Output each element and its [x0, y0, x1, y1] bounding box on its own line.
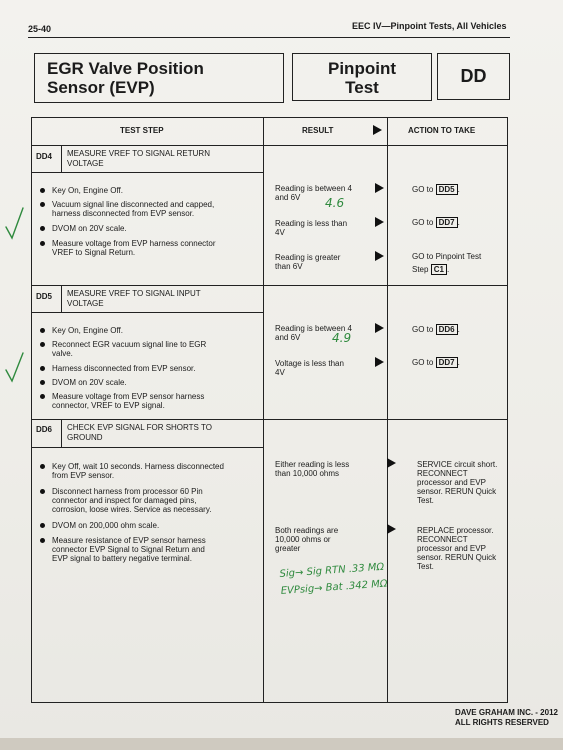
step-item: [40, 239, 216, 257]
test-type-box: [292, 53, 432, 101]
action-line: sensor. RERUN Quick: [417, 487, 497, 496]
section-divider: [32, 419, 507, 420]
result-text: [275, 253, 340, 271]
step-text: Key On, Engine Off.: [52, 326, 124, 335]
action-prefix: GO to: [412, 358, 434, 367]
action-prefix: GO to: [412, 218, 434, 227]
step-item: [40, 200, 214, 218]
caption-divider: [32, 172, 263, 173]
step-text: DVOM on 20V scale.: [52, 378, 127, 387]
action-text: [412, 357, 460, 368]
action-suffix: .: [457, 325, 460, 334]
result-line: greater: [275, 544, 301, 553]
result-line: than 10,000 ohms: [275, 469, 340, 478]
step-caption-dd4: [67, 149, 210, 169]
test-type-line-2: Test: [345, 78, 379, 97]
header-divider: [32, 145, 507, 146]
step-text: Vacuum signal line disconnected and capped,: [52, 200, 215, 209]
handwritten-check-icon: [4, 350, 26, 384]
step-text: Measure resistance of EVP sensor harness: [52, 536, 206, 545]
action-suffix: .: [457, 185, 460, 194]
action-line: sensor. RERUN Quick: [417, 553, 497, 562]
action-line: Test.: [417, 562, 434, 571]
step-text: harness disconnected from EVP sensor.: [52, 209, 195, 218]
arrow-icon: [375, 217, 384, 227]
action-prefix: GO to Pinpoint Test: [412, 252, 482, 261]
action-line: processor and EVP: [417, 544, 486, 553]
action-line: processor and EVP: [417, 478, 486, 487]
result-line: Reading is greater: [275, 253, 341, 262]
action-text: [412, 217, 460, 228]
action-text: [412, 324, 460, 335]
section-divider: [32, 285, 507, 286]
caption-line: GROUND: [67, 433, 103, 442]
action-suffix: .: [446, 265, 450, 274]
id-separator: [61, 419, 62, 447]
step-caption-dd6: [67, 423, 212, 443]
id-separator: [61, 145, 62, 172]
component-title-line-1: EGR Valve Position: [47, 59, 204, 78]
action-text: [417, 460, 497, 505]
step-item: [40, 364, 195, 373]
arrow-icon: [375, 323, 384, 333]
result-line: Reading is less than: [275, 219, 348, 228]
step-text: Key On, Engine Off.: [52, 186, 124, 195]
step-reference-dd5[interactable]: DD5: [436, 184, 458, 195]
arrow-icon: [375, 183, 384, 193]
result-text: [275, 359, 344, 377]
action-suffix: .: [457, 358, 460, 367]
result-line: than 6V: [275, 262, 303, 271]
step-text: Reconnect EGR vacuum signal line to EGR: [52, 340, 207, 349]
step-reference-dd7[interactable]: DD7: [436, 217, 458, 228]
action-line: Test.: [417, 496, 434, 505]
step-text: DVOM on 200,000 ohm scale.: [52, 521, 160, 530]
footer-copyright: [455, 708, 558, 728]
step-item: [40, 462, 224, 480]
action-prefix: Step: [412, 265, 429, 274]
test-code: DD: [460, 66, 487, 86]
step-id-dd4: DD4: [36, 152, 53, 161]
action-line: SERVICE circuit short.: [417, 460, 498, 469]
column-header-test-step: TEST STEP: [120, 126, 164, 135]
step-text: Disconnect harness from processor 60 Pin: [52, 487, 203, 496]
arrow-icon: [373, 125, 382, 135]
step-item: [40, 521, 159, 530]
caption-line: VOLTAGE: [67, 159, 104, 168]
action-prefix: GO to: [412, 185, 434, 194]
result-text: [275, 219, 347, 237]
handwritten-reading: 4.6: [325, 196, 345, 210]
step-reference-c1[interactable]: C1: [431, 264, 447, 275]
step-item: [40, 326, 123, 335]
header-rule: [28, 37, 510, 38]
arrow-icon: [375, 251, 384, 261]
handwritten-line: Sig→ Sig RTN .33 MΩ: [279, 561, 385, 580]
result-text: [275, 460, 349, 478]
result-line: 10,000 ohms or: [275, 535, 331, 544]
result-line: Reading is between 4: [275, 184, 352, 193]
result-line: Reading is between 4: [275, 324, 352, 333]
action-line: RECONNECT: [417, 535, 468, 544]
component-title-box: [34, 53, 284, 103]
handwritten-reading: 4.9: [332, 331, 352, 345]
caption-line: CHECK EVP SIGNAL FOR SHORTS TO: [67, 423, 212, 432]
footer-line: ALL RIGHTS RESERVED: [455, 718, 549, 727]
handwritten-line: EVPsig→ Bat .342 MΩ: [280, 578, 388, 597]
handwritten-measurements: [279, 559, 388, 600]
step-item: [40, 224, 127, 233]
result-line: 4V: [275, 368, 285, 377]
action-text: [417, 526, 496, 571]
step-reference-dd6[interactable]: DD6: [436, 324, 458, 335]
action-prefix: GO to: [412, 325, 434, 334]
action-text: [412, 250, 481, 276]
step-text: Measure voltage from EVP sensor harness: [52, 392, 205, 401]
step-text: VREF to Signal Return.: [52, 248, 136, 257]
column-divider: [263, 118, 264, 702]
step-reference-dd7[interactable]: DD7: [436, 357, 458, 368]
step-text: Harness disconnected from EVP sensor.: [52, 364, 196, 373]
column-header-action: ACTION TO TAKE: [408, 126, 476, 135]
step-text: EVP signal to battery negative terminal.: [52, 554, 192, 563]
step-item: [40, 186, 123, 195]
step-item: [40, 487, 211, 514]
arrow-icon: [387, 524, 396, 534]
caption-divider: [32, 447, 263, 448]
step-item: [40, 392, 204, 410]
action-line: RECONNECT: [417, 469, 468, 478]
step-text: from EVP sensor.: [52, 471, 115, 480]
handwritten-check-icon: [4, 205, 26, 241]
caption-divider: [32, 312, 263, 313]
step-text: DVOM on 20V scale.: [52, 224, 127, 233]
step-text: connector and inspect for damaged pins,: [52, 496, 197, 505]
background-surface: [0, 738, 563, 750]
test-type-line-1: Pinpoint: [328, 59, 396, 78]
component-title-line-2: Sensor (EVP): [47, 78, 155, 97]
step-text: Measure voltage from EVP harness connector: [52, 239, 216, 248]
column-header-result: RESULT: [302, 126, 334, 135]
step-text: connector EVP Signal to Signal Return and: [52, 545, 205, 554]
action-text: [412, 184, 460, 195]
step-text: connector, VREF to EVP signal.: [52, 401, 165, 410]
result-line: and 6V: [275, 193, 301, 202]
action-suffix: .: [457, 218, 460, 227]
result-line: Both readings are: [275, 526, 339, 535]
footer-line: DAVE GRAHAM INC. - 2012: [455, 708, 558, 717]
arrow-icon: [387, 458, 396, 468]
step-item: [40, 378, 127, 387]
caption-line: MEASURE VREF TO SIGNAL INPUT: [67, 289, 201, 298]
caption-line: MEASURE VREF TO SIGNAL RETURN: [67, 149, 210, 158]
page-number: 25-40: [28, 24, 52, 34]
step-text: corrosion, loose wires. Service as necessary.: [52, 505, 212, 514]
result-line: 4V: [275, 228, 285, 237]
result-line: and 6V: [275, 333, 301, 342]
arrow-icon: [375, 357, 384, 367]
step-caption-dd5: [67, 289, 201, 309]
step-id-dd5: DD5: [36, 292, 53, 301]
step-text: valve.: [52, 349, 73, 358]
column-divider: [387, 118, 388, 702]
pinpoint-test-table: [31, 117, 508, 703]
result-line: Either reading is less: [275, 460, 350, 469]
id-separator: [61, 285, 62, 312]
result-line: Voltage is less than: [275, 359, 344, 368]
test-code-box: [437, 53, 510, 100]
action-line: REPLACE processor.: [417, 526, 494, 535]
section-title: EEC IV—Pinpoint Tests, All Vehicles: [352, 21, 507, 31]
caption-line: VOLTAGE: [67, 299, 104, 308]
result-text: [275, 526, 338, 553]
step-text: Key Off, wait 10 seconds. Harness disconnected: [52, 462, 224, 471]
step-item: [40, 536, 206, 563]
step-id-dd6: DD6: [36, 425, 53, 434]
step-item: [40, 340, 206, 358]
